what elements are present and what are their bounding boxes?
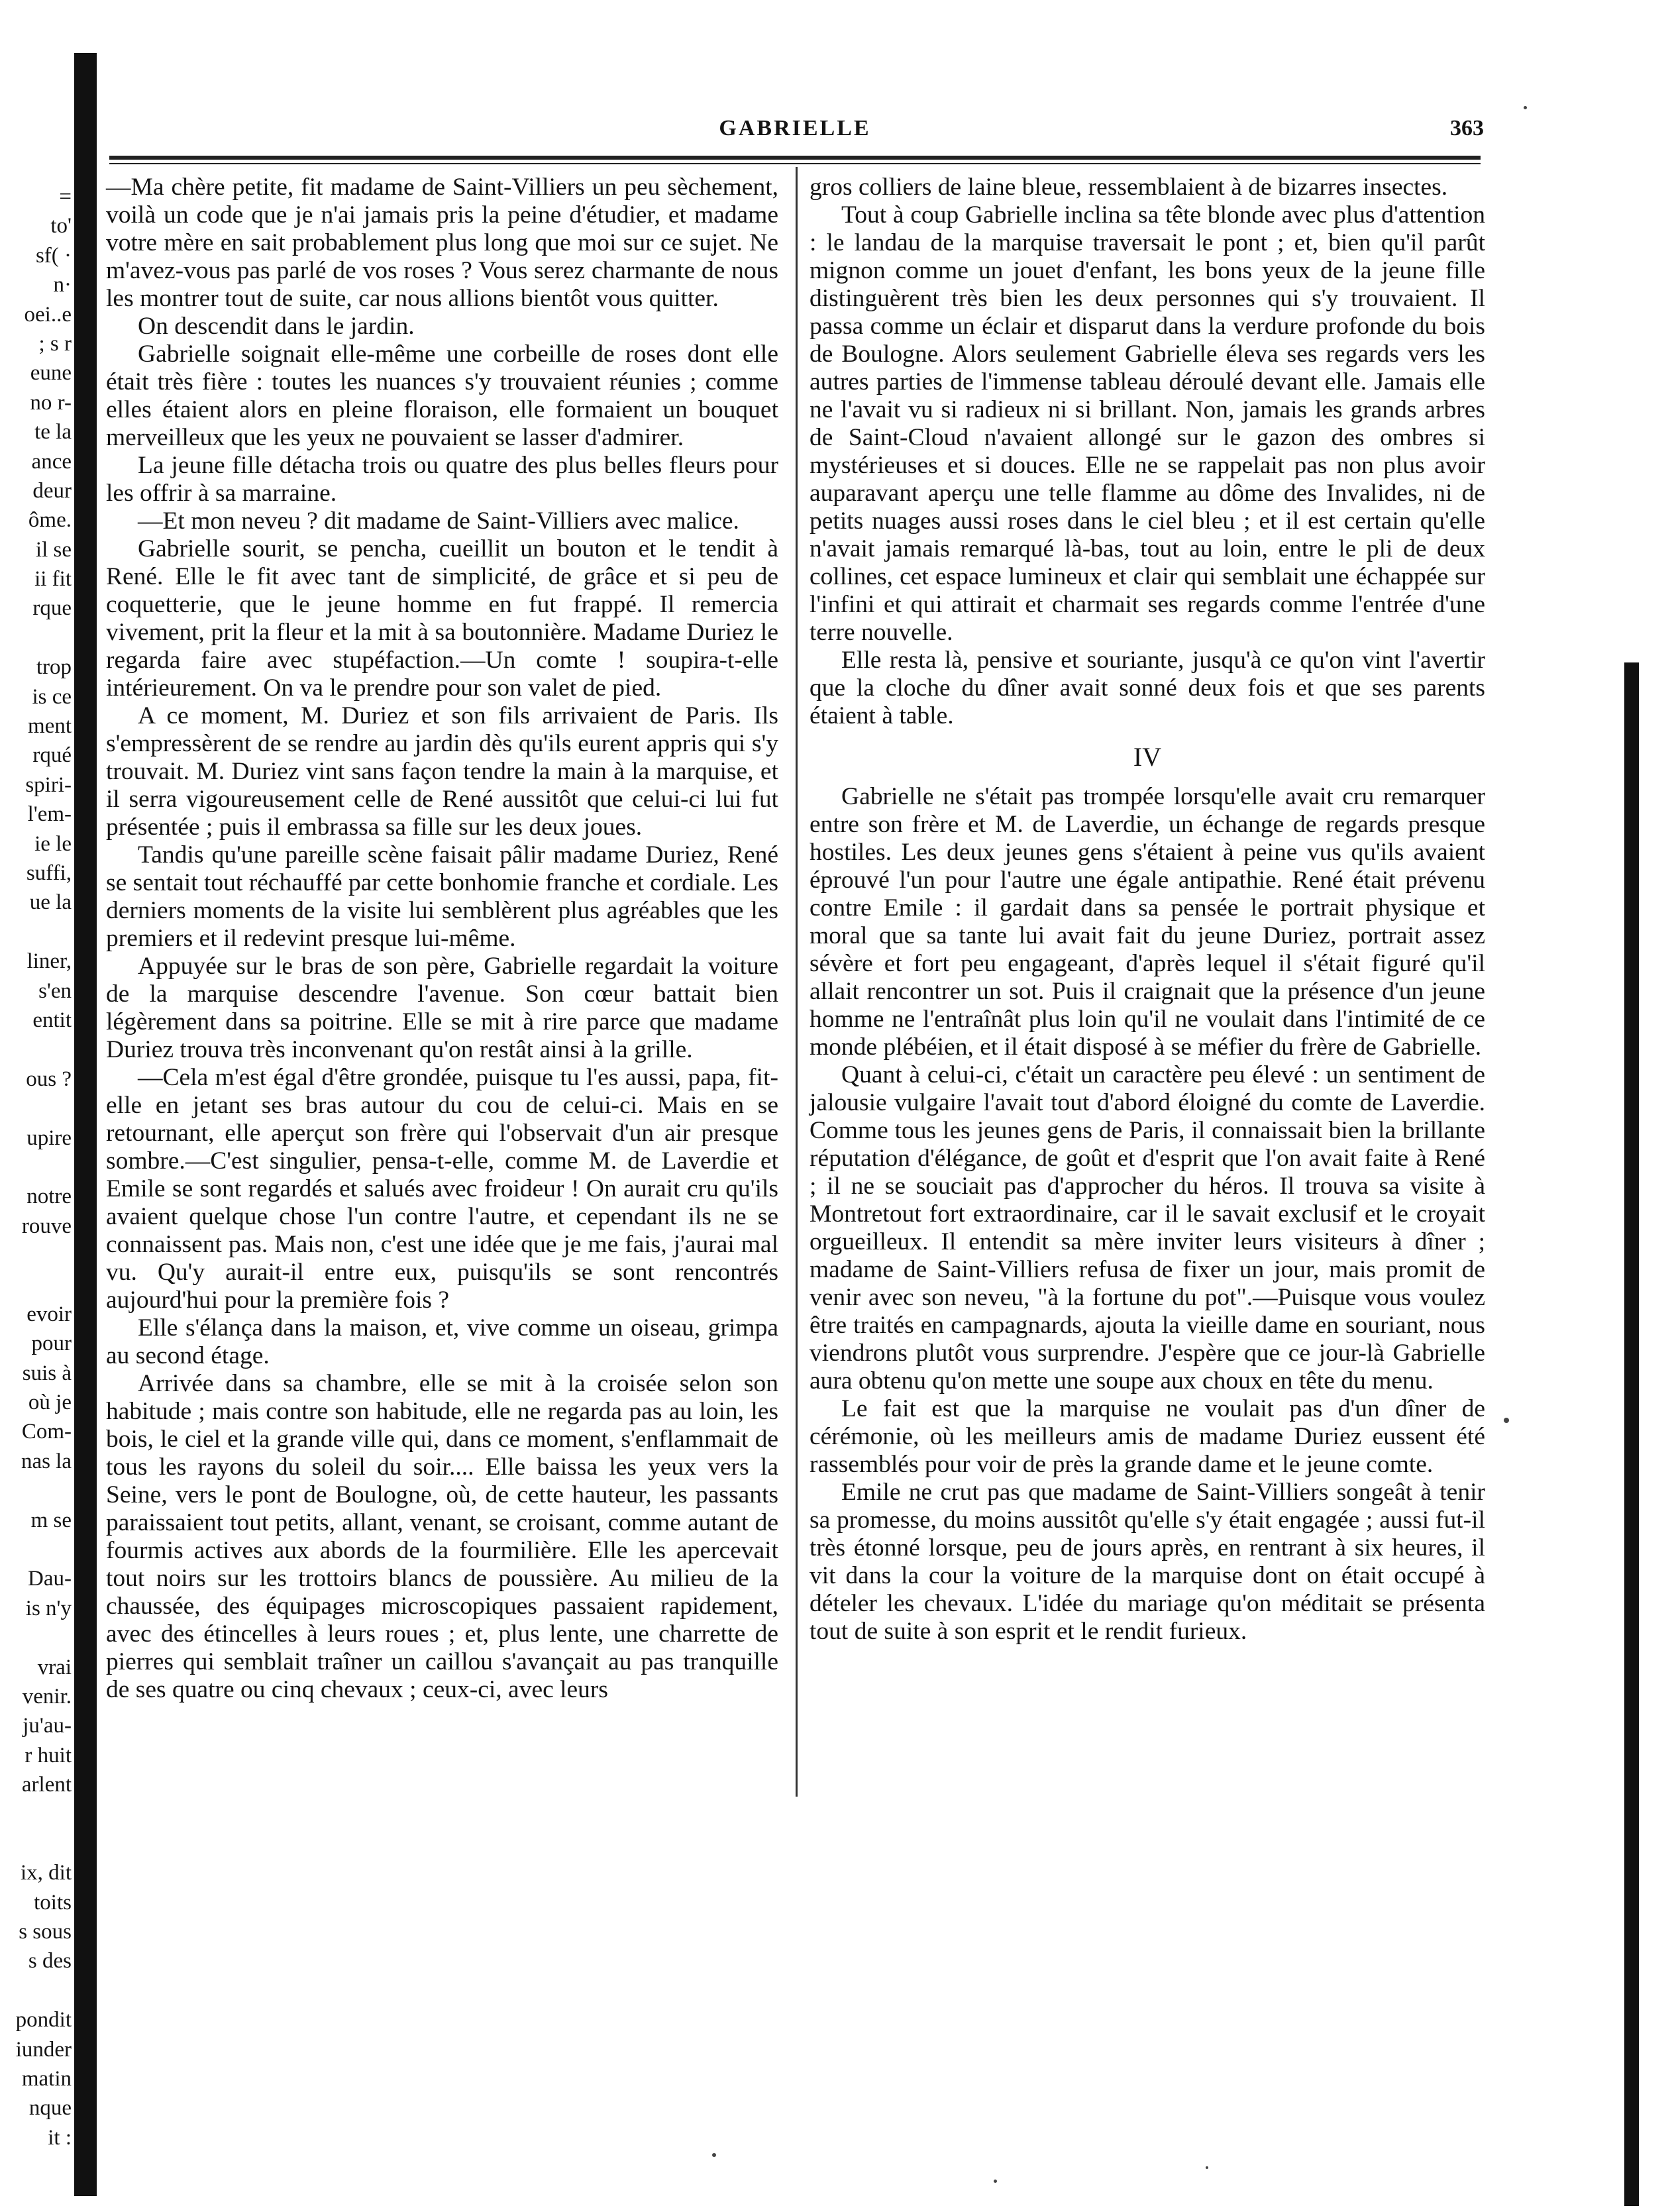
scan-speck xyxy=(994,2180,997,2183)
paragraph: Arrivée dans sa chambre, elle se mit à la croisée selon son habitude ; mais contre son habitude, elle ne regarda pas au loin, les bois, le ciel et la grande ville qui, dans ce moment, s'enflammait de tous les rayons du soleil du soir.... Elle baissa les yeux vers la Seine, vers le pont de Boulogne, où, de cette hauteur, les passants paraissaient tout petits, allant, venant, se croisant, comme autant de fourmis actives aux abords de la fourmilière. Elle les apercevait tout noirs sur les trottoirs blancs de poussière. Au milieu de la chaussée, des équipages microscopiques passaient rapidement, avec des étincelles à leurs roues ; et, plus lente, une charrette de pierres qui semblait traîner un caillou s'avançait au pas tranquille de ses quatre ou cinq chevaux ; ceux-ci, avec leurs xyxy=(106,1370,778,1703)
paragraph: On descendit dans le jardin. xyxy=(138,313,415,340)
margin-fragment xyxy=(0,1976,72,2005)
margin-fragment: entit xyxy=(32,1008,72,1032)
header-rule-thin xyxy=(109,163,1481,164)
margin-fragment: deur xyxy=(32,478,72,503)
margin-fragment: notre xyxy=(26,1185,72,1209)
right-column xyxy=(810,174,1485,1646)
margin-fragment: te la xyxy=(34,420,72,445)
margin-fragment: is n'y xyxy=(25,1596,72,1620)
paragraph: Appuyée sur le bras de son père, Gabrielle regardait la voiture de la marquise descendre l'avenue. Son cœur battait bien légèrement dans sa poitrine. Elle se mit à rire parce que madame Duriez trouva très inconvenant qu'on restât ainsi à la grille. xyxy=(106,953,778,1063)
margin-fragment: rqué xyxy=(32,743,72,768)
scan-speck xyxy=(1504,1418,1509,1423)
margin-fragment: iunder xyxy=(15,2037,72,2062)
margin-fragment: rouve xyxy=(21,1214,72,1238)
margin-fragment xyxy=(0,1829,72,1858)
margin-fragment: ; s r xyxy=(38,331,72,356)
margin-fragment: toits xyxy=(34,1890,72,1915)
margin-fragment: r huit xyxy=(25,1743,72,1767)
margin-fragment: ii fit xyxy=(34,567,72,592)
margin-fragment: l'em- xyxy=(27,802,72,827)
margin-fragment: rque xyxy=(32,596,72,621)
margin-fragment: suis à xyxy=(22,1361,72,1385)
section-heading: IV xyxy=(1133,742,1162,772)
margin-fragment: nas la xyxy=(21,1449,72,1473)
margin-fragment: it : xyxy=(48,2125,72,2150)
margin-fragment: nque xyxy=(28,2096,72,2121)
margin-fragment: pondit xyxy=(15,2008,72,2032)
margin-fragment xyxy=(0,1094,72,1123)
paragraph: Gabrielle sourit, se pencha, cueillit un bouton et le tendit à René. Elle le fit avec tant de simplicité, de grâce et si peu de coquetterie, que le jeune homme en fut frappé. Il remercia vivement, prit la fleur et la mit à sa boutonnière. Madame Duriez le regarda faire avec stupéfaction.—Un comte ! soupira-t-elle intérieurement. On va le prendre pour son valet de pied. xyxy=(106,535,778,702)
paragraph: Gabrielle soignait elle-même une corbeille de roses dont elle était très fière : toutes les nuances s'y trouvaient réunies ; comme elles étaient alors en pleine floraison, elle formaient un bouquet merveilleux que les yeux ne pouvaient se lasser d'admirer. xyxy=(106,341,778,451)
margin-fragment xyxy=(0,1623,72,1652)
margin-fragment: matin xyxy=(21,2067,72,2091)
paragraph: Quant à celui-ci, c'était un caractère peu élevé : un sentiment de jalousie vulgaire l'avait tout d'abord éloigné du comte de Laverdie. Comme tous les jeunes gens de Paris, il connaissait bien la brillante réputation d'élégance, de goût et d'esprit que l'on avait faite à René ; il ne se souciait pas d'approcher du héros. Il trouva sa visite à Montretout fort extraordinaire, car il le savait exclusif et le croyait orgueilleux. Il entendit sa mère inviter leurs visiteurs à dîner ; madame de Saint-Villiers refusa de fixer un jour, mais promit de venir avec son neveu, "à la fortune du pot".—Puisque vous voulez être traités en campagnards, ajouta la vieille dame en souriant, nous viendrons plutôt vous surprendre. J'espère que ce jour-là Gabrielle aura obtenu qu'on mette une soupe aux choux en tête du menu. xyxy=(810,1061,1485,1395)
margin-fragment xyxy=(0,1535,72,1564)
margin-fragment: m se xyxy=(30,1508,72,1532)
margin-fragment: il se xyxy=(35,537,72,562)
margin-fragment xyxy=(0,1799,72,1828)
margin-fragment: liner, xyxy=(26,949,72,974)
margin-fragment: ue la xyxy=(29,890,72,915)
margin-fragment xyxy=(0,1241,72,1270)
margin-fragment: ix, dit xyxy=(20,1861,72,1885)
margin-fragment xyxy=(0,623,72,653)
margin-fragment: Com- xyxy=(21,1420,72,1444)
margin-fragment: ment xyxy=(28,714,72,739)
margin-fragment: n· xyxy=(53,273,72,297)
margin-fragment: evoir xyxy=(26,1302,72,1326)
paragraph: La jeune fille détacha trois ou quatre des plus belles fleurs pour les offrir à sa marraine. xyxy=(106,452,778,507)
margin-fragment xyxy=(0,918,72,947)
margin-fragment: trop xyxy=(36,655,72,680)
margin-fragment xyxy=(0,1270,72,1299)
left-column xyxy=(106,174,778,1704)
margin-fragment xyxy=(0,1153,72,1182)
paragraph: Tout à coup Gabrielle inclina sa tête blonde avec plus d'attention : le landau de la marquise traversait le pont ; et, bien qu'il parût mignon comme un jouet d'enfant, les bons yeux de la jeune fille distinguèrent très bien les deux personnes qui s'y trouvaient. Il passa comme un éclair et disparut dans la verdure profonde du bois de Boulogne. Alors seulement Gabrielle éleva ses regards vers les autres parties de l'immense tableau déroulé devant elle. Jamais elle ne l'avait vu si radieux ni si brillant. Non, jamais les grands arbres de Saint-Cloud n'avaient allongé sur le gazon des ombres si mystérieuses et si douces. Elle ne se rappelait pas non plus avoir auparavant aperçu une telle flamme au dôme des Invalides, ni de petits nuages aussi roses dans le ciel bleu ; et il est certain qu'elle n'avait jamais remarqué là-bas, tout au loin, entre le pli de deux collines, cet espace lumineux et clair qui semblait une échappée sur l'infini et qui attirait et charmait ses regards comme l'entrée d'une terre nouvelle. xyxy=(810,201,1485,646)
margin-fragment: ie le xyxy=(34,831,72,856)
paragraph: Le fait est que la marquise ne voulait pas d'un dîner de cérémonie, où les meilleurs amis de madame Duriez eussent été rassemblés pour voir de près la grande dame et le jeune comte. xyxy=(810,1395,1485,1478)
scan-edge-shadow xyxy=(1624,662,1639,2206)
margin-fragment xyxy=(0,1476,72,1505)
paragraph: —Et mon neveu ? dit madame de Saint-Villiers avec malice. xyxy=(138,507,739,535)
margin-fragment: ance xyxy=(31,449,72,474)
paragraph: gros colliers de laine bleue, ressemblaient à de bizarres insectes. xyxy=(810,174,1448,201)
margin-fragment: ôme. xyxy=(28,508,72,533)
margin-fragment: eune xyxy=(30,361,72,386)
margin-fragment: to' xyxy=(50,214,72,238)
paragraph: A ce moment, M. Duriez et son fils arrivaient de Paris. Ils s'empressèrent de se rendre au jardin dès qu'ils eurent appris qui s'y trouvait. M. Duriez vint sans façon tendre la main à la marquise, et il serra vigoureusement celle de René aussitôt que celui-ci lui fut présentée ; puis il embrassa sa fille sur les deux joues. xyxy=(106,702,778,841)
margin-fragment: upire xyxy=(26,1126,72,1150)
margin-fragment: ous ? xyxy=(26,1067,72,1091)
margin-fragment: vrai xyxy=(37,1655,72,1679)
margin-fragment: s'en xyxy=(38,978,72,1003)
header-rule xyxy=(109,156,1481,160)
scan-speck xyxy=(1524,106,1527,109)
paragraph: —Cela m'est égal d'être grondée, puisque tu l'es aussi, papa, fit-elle en jetant ses bras autour du cou de celui-ci. Mais en se retournant, elle aperçut son frère qui l'observait d'un air presque sombre.—C'est singulier, pensa-t-elle, comme M. de Laverdie et Emile se sont regardés et salués avec froideur ! On aurait cru qu'ils avaient quelque chose l'un contre l'autre, et cependant ils ne se connaissent pas. Mais non, c'est une idée que je me fais, j'aurai mal vu. Qu'y aurait-il entre eux, puisqu'ils se sont rencontrés aujourd'hui pour la première fois ? xyxy=(106,1064,778,1314)
scan-speck xyxy=(1206,2166,1208,2169)
margin-fragment: venir. xyxy=(22,1684,72,1709)
paragraph: Elle resta là, pensive et souriante, jusqu'à ce qu'on vint l'avertir que la cloche du dîner avait sonné deux fois et que ses parents étaient à table. xyxy=(810,647,1485,729)
margin-fragment: suffi, xyxy=(26,861,72,885)
paragraph: —Ma chère petite, fit madame de Saint-Villiers un peu sèchement, voilà un code que je n'ai jamais pris la peine d'étudier, et madame votre mère en sait probablement plus long que moi sur ce sujet. Ne m'avez-vous pas parlé de vos roses ? Vous serez charmante de nous les montrer tout de suite, car nous allions bientôt vous quitter. xyxy=(106,174,778,312)
paragraph: Tandis qu'une pareille scène faisait pâlir madame Duriez, René se sentait tout réchauffé par cette bonhomie franche et cordiale. Les derniers moments de la visite lui semblèrent plus agréables que les premiers et il redevint presque lui-même. xyxy=(106,841,778,952)
paragraph: Elle s'élança dans la maison, et, vive comme un oiseau, grimpa au second étage. xyxy=(106,1314,778,1369)
margin-fragment: arlent xyxy=(21,1773,72,1797)
margin-fragment xyxy=(0,1035,72,1064)
margin-fragment: ju'au- xyxy=(23,1714,72,1738)
margin-fragment: s des xyxy=(28,1949,72,1974)
margin-fragment: is ce xyxy=(32,684,72,709)
paragraph: Gabrielle ne s'était pas trompée lorsqu'elle avait cru remarquer entre son frère et M. de Laverdie, un échange de regards presque hostiles. Les deux jeunes gens s'étaient à peine vus qu'ils avaient éprouvé l'un pour l'autre une égale antipathie. René était prévenu contre Emile : il gardait dans sa pensée le portrait physique et moral que sa tante lui avait fait du jeune Duriez, portrait assez sévère et fort peu engageant, d'après lequel il s'était figuré qu'il allait rencontrer un sot. Puis il craignait que la présence d'un jeune homme ne l'entraînât plus loin qu'il ne voulait dans l'intimité de ce monde plébéien, et il était disposé à se méfier du frère de Gabrielle. xyxy=(810,783,1485,1061)
margin-fragment: spiri- xyxy=(25,772,72,797)
margin-fragment: oei..e xyxy=(24,302,72,327)
scan-speck xyxy=(712,2153,716,2157)
paragraph: Emile ne crut pas que madame de Saint-Villiers songeât à tenir sa promesse, du moins aussitôt qu'elle s'y était engagée ; aussi fut-il très étonné lorsque, peu de jours après, en rentrant à six heures, il vit dans la cour la voiture de la marquise dont on était occupé à dételer les chevaux. L'idée du mariage qu'on méditait se présenta tout de suite à son esprit et le rendit furieux. xyxy=(810,1479,1485,1645)
margin-fragment: Dau- xyxy=(28,1567,72,1591)
margin-fragment: s sous xyxy=(19,1920,72,1944)
page-number: 363 xyxy=(1450,116,1484,140)
column-divider xyxy=(796,167,798,1797)
running-title: GABRIELLE xyxy=(719,116,871,140)
margin-fragment: où je xyxy=(28,1391,72,1415)
page-header xyxy=(106,116,1484,149)
margin-fragment: sf( · xyxy=(35,243,72,268)
binding-shadow xyxy=(74,53,97,2196)
margin-fragment: pour xyxy=(31,1332,72,1356)
margin-fragment: = xyxy=(59,185,72,209)
margin-fragment: no r- xyxy=(30,390,72,415)
adjacent-page-fragments xyxy=(0,182,72,2152)
